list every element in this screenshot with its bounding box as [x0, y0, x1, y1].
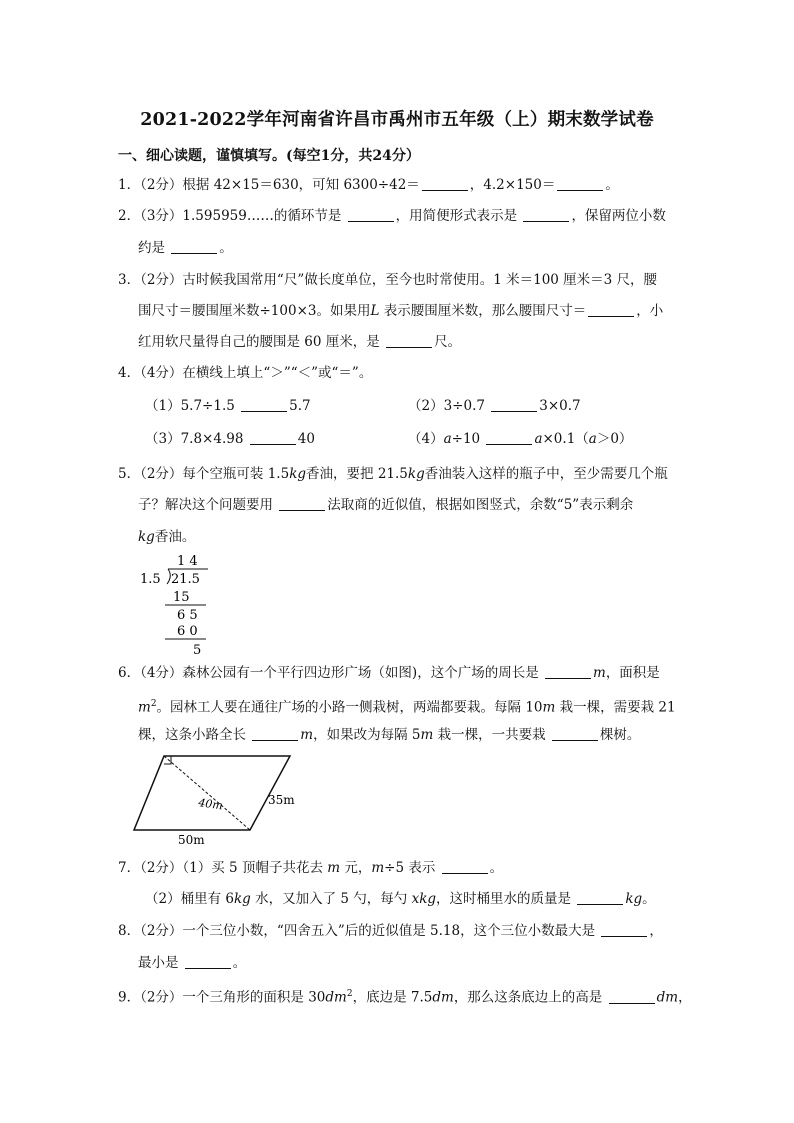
answer-blank[interactable]	[250, 430, 296, 445]
q3-text-f: 尺。	[434, 334, 462, 350]
division-divisor: 1.5	[140, 572, 161, 587]
question-3: 3．（2分）古时候我国常用“尺”做长度单位，至今也时常使用。1 米＝100 厘米＝3 尺，腰	[118, 272, 658, 288]
question-4: 4．（4分）在横线上填上“＞”“＜”或“＝”。	[118, 365, 373, 381]
q7-text-h: 。	[642, 891, 656, 907]
question-7	[118, 858, 503, 878]
q4-p4-text: （4）	[408, 431, 444, 447]
q3-text-b: 围尺寸＝腰围厘米数÷100×3。如果用	[138, 303, 371, 319]
unit-kg: kg	[625, 891, 643, 907]
answer-blank[interactable]	[422, 176, 468, 191]
question-7-part-2	[145, 889, 656, 909]
q9-text-a: 9．（2分）一个三角形的面积是 30	[118, 989, 326, 1006]
answer-blank[interactable]	[577, 890, 623, 905]
q2-text-d: 约是	[138, 240, 170, 256]
answer-blank[interactable]	[279, 496, 325, 511]
q4-p1-text: （1）5.7÷1.5	[145, 398, 240, 414]
q4-p3-text: （3）7.8×4.98	[145, 431, 248, 447]
q5-text-e: 法取商的近似值，根据如图竖式，余数“5”表示剩余	[327, 497, 634, 513]
q7-text-d: 。	[489, 860, 504, 876]
question-3-cont2	[138, 332, 461, 352]
q6-text-e: 棵，这条小路全长	[138, 727, 251, 743]
question-5	[118, 464, 668, 484]
unit-m: m	[300, 727, 314, 743]
q2-text-a: 2．（3分）1.595959……的循环节是	[118, 208, 346, 224]
page-title: 2021-2022学年河南省许昌市禹州市五年级（上）期末数学试卷	[140, 110, 654, 130]
division-quotient: 1 4	[177, 554, 198, 569]
answer-blank[interactable]	[171, 239, 217, 254]
q5-text-a: 5．（2分）每个空瓶可装 1.5	[118, 466, 290, 482]
height-dashed-line	[164, 756, 250, 830]
division-remainder: 5	[193, 643, 202, 658]
q6-text-f: ，如果改为每隔 5	[313, 727, 421, 743]
answer-blank[interactable]	[348, 207, 394, 222]
q4-part-4	[408, 429, 632, 449]
question-9	[118, 984, 692, 1008]
division-step-3: 6 0	[177, 624, 198, 639]
q7-text-b: 元，	[340, 860, 372, 876]
parallelogram-figure	[130, 752, 310, 847]
unit-dm: dm	[432, 989, 454, 1006]
question-6-cont	[138, 694, 676, 718]
parallelogram-shape	[134, 756, 290, 830]
unit-m: m	[420, 727, 434, 743]
q5-text-c: 香油装入这样的瓶子中，至少需要几个瓶	[424, 466, 668, 482]
division-step-2: 6 5	[177, 608, 198, 623]
answer-blank[interactable]	[588, 302, 634, 317]
unit-kg: kg	[407, 466, 425, 482]
answer-blank[interactable]	[609, 989, 655, 1004]
division-dividend: 21.5	[171, 572, 200, 587]
answer-blank[interactable]	[486, 430, 532, 445]
q5-text-f: 香油。	[154, 529, 196, 545]
var-a: a	[588, 431, 597, 447]
q4-p2-text-b: 3×0.7	[539, 398, 581, 414]
side-label: 35m	[268, 793, 295, 807]
unit-kg: kg	[233, 891, 251, 907]
q4-p4-text-c: ×0.1（	[542, 431, 589, 447]
unit-kg: kg	[419, 891, 437, 907]
q8-text-a: 8．（2分）一个三位小数，“四舍五入”后的近似值是 5.18，这个三位小数最大是	[118, 923, 600, 939]
unit-m: m	[593, 665, 606, 681]
var-m: m	[371, 860, 385, 876]
long-division-figure	[140, 550, 220, 660]
var-a: a	[534, 431, 543, 447]
q3-text-d: ，小	[636, 303, 664, 319]
var-a: a	[443, 431, 452, 447]
q6-text-h: 棵树。	[599, 727, 641, 743]
division-step-1: 15	[173, 590, 190, 605]
superscript: 2	[346, 989, 353, 999]
q9-text-b: ，底边是 7.5	[352, 989, 433, 1006]
answer-blank[interactable]	[491, 397, 537, 412]
question-6-cont2	[138, 725, 640, 745]
q3-text-c: 表示腰围厘米数，那么腰围尺寸＝	[379, 303, 587, 319]
answer-blank[interactable]	[601, 922, 647, 937]
q7-text-e: （2）桶里有 6	[145, 891, 234, 907]
q1-text-b: ，4.2×150＝	[469, 177, 556, 193]
q9-text-c: ，那么这条底边上的高是	[453, 989, 607, 1006]
q6-text-c: 。园林工人要在通往广场的小路一侧栽树，两端都要栽。每隔 10	[156, 699, 543, 716]
q5-text-b: 香油，要把 21.5	[306, 466, 408, 482]
q4-p2-text: （2）3÷0.7	[408, 398, 490, 414]
q2-text-c: ，保留两位小数	[571, 208, 666, 224]
q8-text-c: 最小是	[138, 955, 183, 971]
base-label: 50m	[178, 833, 205, 847]
answer-blank[interactable]	[386, 333, 432, 348]
q8-text-d: 。	[232, 955, 247, 971]
q7-text-c: ÷5 表示	[384, 860, 440, 876]
question-1	[118, 175, 619, 195]
question-8-cont	[138, 953, 246, 973]
var-l: L	[370, 303, 380, 319]
unit-m: m	[138, 699, 151, 716]
unit-dm: dm	[656, 989, 679, 1006]
unit-dm: dm	[325, 989, 347, 1006]
unit-kg: kg	[138, 529, 155, 545]
answer-blank[interactable]	[523, 207, 569, 222]
q4-part-1	[145, 396, 311, 416]
answer-blank[interactable]	[241, 397, 287, 412]
var-m: m	[327, 860, 341, 876]
q1-text-c: 。	[605, 177, 619, 193]
q9-text-d: ，	[678, 989, 692, 1006]
question-6	[118, 663, 660, 683]
q8-text-b: ，	[649, 923, 663, 939]
question-2	[118, 206, 666, 226]
q7-text-f: 水，又加入了 5 勺，每勺	[250, 891, 412, 907]
q3-text-e: 红用软尺量得自己的腰围是 60 厘米，是	[138, 334, 385, 350]
question-3-cont	[138, 301, 663, 321]
answer-blank[interactable]	[557, 176, 603, 191]
q4-p1-text-b: 5.7	[289, 398, 311, 414]
q7-text-a: 7．（2分）（1）买 5 顶帽子共花去	[118, 860, 328, 876]
q4-p4-text-d: ＞0）	[596, 431, 633, 447]
q4-part-3	[145, 429, 315, 449]
height-label: 40m	[197, 796, 224, 813]
unit-kg: kg	[289, 466, 307, 482]
q6-text-a: 6．（4分）森林公园有一个平行四边形广场（如图)，这个广场的周长是	[118, 665, 543, 681]
answer-blank[interactable]	[545, 664, 591, 679]
answer-blank[interactable]	[252, 726, 298, 741]
question-2-cont	[138, 238, 233, 258]
q2-text-e: 。	[219, 240, 233, 256]
answer-blank[interactable]	[552, 726, 598, 741]
unit-m: m	[542, 699, 556, 716]
q7-text-g: ，这时桶里水的质量是	[436, 891, 576, 907]
q5-text-d: 子？解决这个问题要用	[138, 497, 278, 513]
answer-blank[interactable]	[442, 859, 488, 874]
answer-blank[interactable]	[185, 954, 231, 969]
var-x: x	[411, 891, 420, 907]
question-8	[118, 921, 663, 941]
q6-text-d: 栽一棵，需要栽 21	[555, 699, 676, 716]
q4-p4-text-b: ÷10	[451, 431, 485, 447]
q4-part-2	[408, 396, 581, 416]
section-heading: 一、细心读题，谨慎填写。(每空1分，共24分）	[118, 148, 420, 164]
question-5-cont2	[138, 527, 195, 547]
q1-text-a: 1．（2分）根据 42×15＝630，可知 6300÷42＝	[118, 177, 420, 193]
q6-text-g: 栽一棵，一共要栽	[433, 727, 550, 743]
question-5-cont	[138, 495, 633, 515]
division-bracket	[167, 569, 170, 584]
superscript: 2	[150, 699, 157, 709]
q6-text-b: ，面积是	[605, 665, 660, 681]
q2-text-b: ，用简便形式表示是	[395, 208, 522, 224]
q4-p3-text-b: 40	[297, 431, 315, 447]
